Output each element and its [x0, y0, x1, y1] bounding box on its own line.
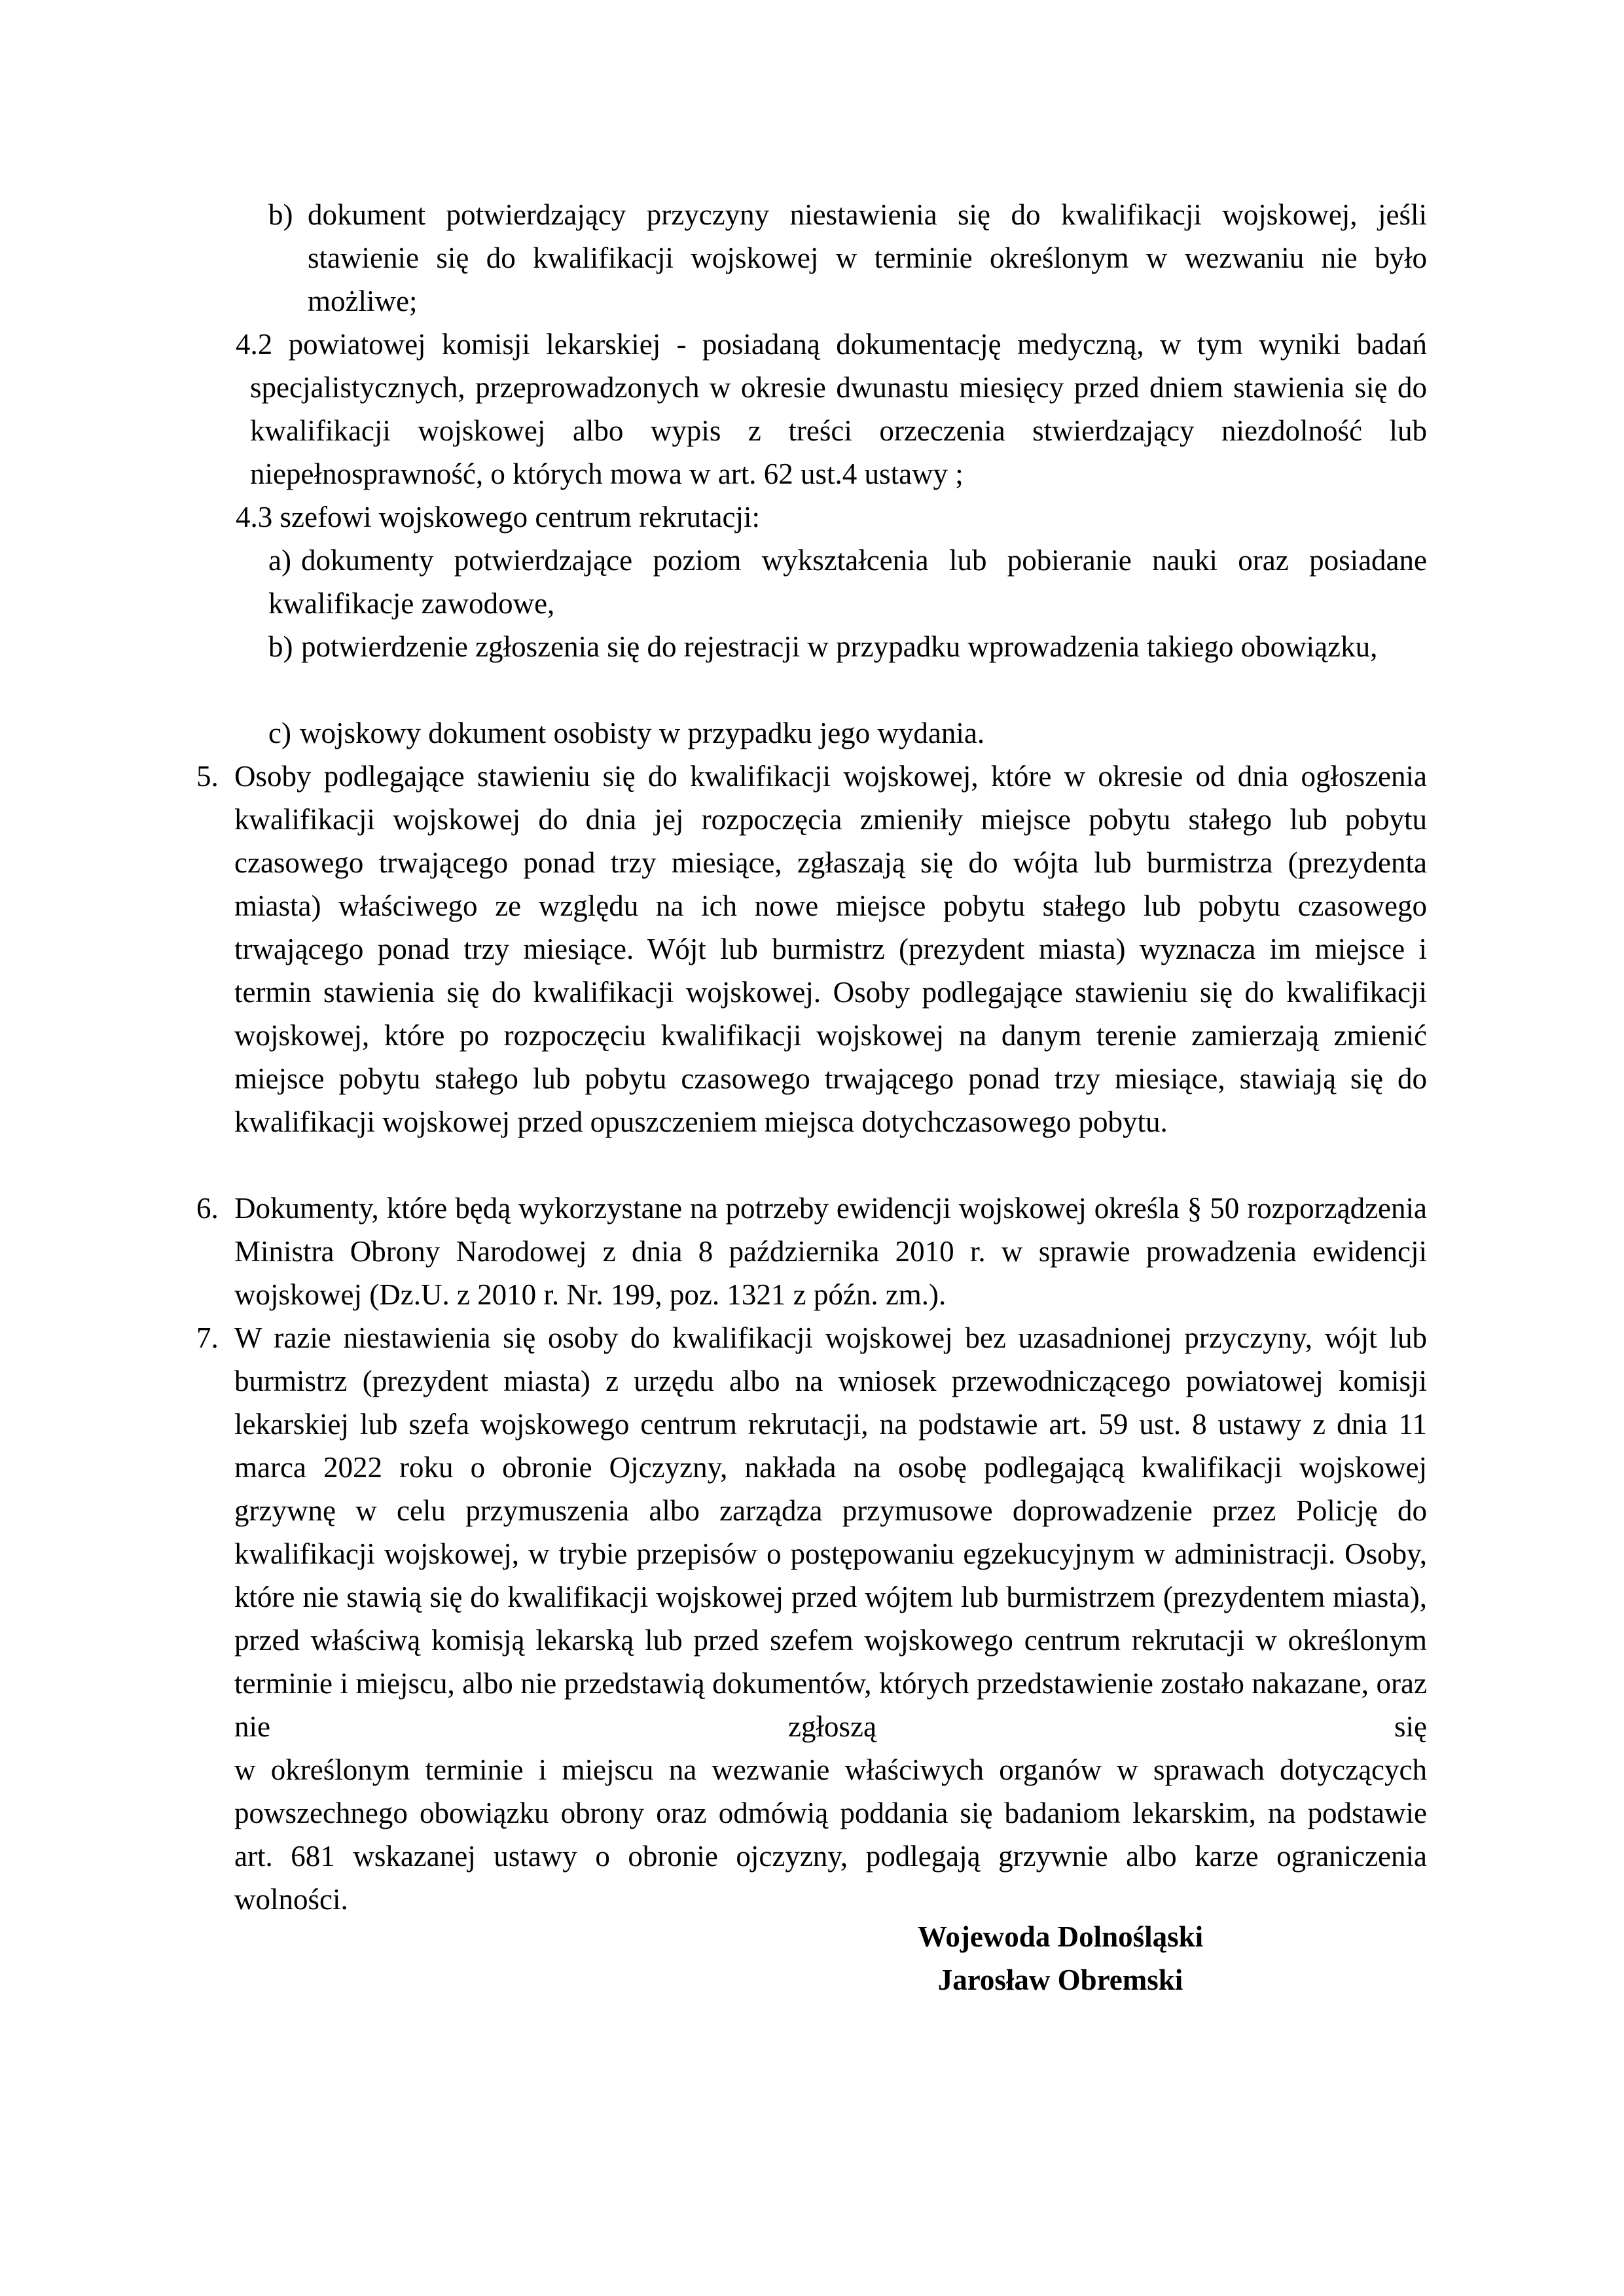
paragraph-7-text-continued: w określonym terminie i miejscu na wezwanie właściwych organów w sprawach dotyczących powszechnego obowiązku obrony oraz odmówią poddania się badaniom lekarskim, na podstawie art. 681 wskazanej ustawy o obronie ojczyzny, podlegają grzywnie albo karze ograniczenia wolności. — [234, 1753, 1427, 1916]
signature-name: Jarosław Obremski — [937, 1964, 1183, 1996]
paragraph-5-number: 5. — [196, 760, 219, 793]
paragraph-5 — [196, 755, 1427, 1143]
item-a-education — [268, 539, 1427, 625]
item-b-text: dokument potwierdzający przyczyny niestawienia się do kwalifikacji wojskowej, jeśli stawienie się do kwalifikacji wojskowej w terminie określonym w wezwaniu nie było możliwe; — [308, 198, 1427, 317]
paragraph-7-number: 7. — [196, 1321, 219, 1354]
item-4-2-commission — [236, 323, 1427, 495]
item-4-3-text: 4.3 szefowi wojskowego centrum rekrutacji: — [236, 501, 761, 533]
item-a-label: a) — [268, 544, 291, 577]
item-c-text: wojskowy dokument osobisty w przypadku jego wydania. — [300, 717, 985, 749]
item-b2-label: b) — [268, 630, 293, 663]
item-4-3-header — [236, 495, 1427, 539]
item-c-label: c) — [268, 717, 291, 749]
paragraph-7 — [196, 1316, 1427, 1921]
signature-block — [844, 1915, 1276, 2001]
item-a-text: dokumenty potwierdzające poziom wykształcenia lub pobieranie nauki oraz posiadane kwalifikacje zawodowe, — [268, 544, 1427, 620]
paragraph-6-text: Dokumenty, które będą wykorzystane na potrzeby ewidencji wojskowej określa § 50 rozporządzenia Ministra Obrony Narodowej z dnia 8 października 2010 r. w sprawie prowadzenia ewidencji wojskowej (Dz.U. z 2010 r. Nr. 199, poz. 1321 z późn. zm.). — [234, 1192, 1427, 1311]
item-b-documents — [268, 193, 1427, 323]
item-b-label: b) — [268, 198, 293, 231]
item-b2-text: potwierdzenie zgłoszenia się do rejestracji w przypadku wprowadzenia takiego obowiązku, — [301, 630, 1378, 663]
paragraph-6 — [196, 1187, 1427, 1316]
paragraph-7-text: W razie niestawienia się osoby do kwalifikacji wojskowej bez uzasadnionej przyczyny, wójt lub burmistrz (prezydent miasta) z urzędu albo na wniosek przewodniczącego powiatowej komisji lekarskiej lub szefa wojskowego centrum rekrutacji, na podstawie art. 59 ust. 8 ustawy z dnia 11 marca 2022 roku o obronie Ojczyzny, nakłada na osobę podlegającą kwalifikacji wojskowej grzywnę w celu przymuszenia albo zarządza przymusowe doprowadzenie przez Policję do kwalifikacji wojskowej, w trybie przepisów o postępowaniu egzekucyjnym w administracji. Osoby, które nie stawią się do kwalifikacji wojskowej przed wójtem lub burmistrzem (prezydentem miasta), przed właściwą komisją lekarską lub przed szefem wojskowego centrum rekrutacji w określonym terminie i miejscu, albo nie przedstawią dokumentów, których przedstawienie zostało nakazane, oraz nie zgłoszą się — [234, 1321, 1427, 1743]
item-b-registration — [268, 625, 1427, 668]
item-c-military-id — [268, 711, 1427, 755]
paragraph-5-text: Osoby podlegające stawieniu się do kwalifikacji wojskowej, które w okresie od dnia ogłoszenia kwalifikacji wojskowej do dnia jej rozpoczęcia zmieniły miejsce pobytu stałego lub pobytu czasowego trwającego ponad trzy miesiące, zgłaszają się do wójta lub burmistrza (prezydenta miasta) właściwego ze względu na ich nowe miejsce pobytu stałego lub pobytu czasowego trwającego ponad trzy miesiące. Wójt lub burmistrz (prezydent miasta) wyznacza im miejsce i termin stawienia się do kwalifikacji wojskowej. Osoby podlegające stawieniu się do kwalifikacji wojskowej, które po rozpoczęciu kwalifikacji wojskowej na danym terenie zamierzają zmienić miejsce pobytu stałego lub pobytu czasowego trwającego ponad trzy miesiące, stawiają się do kwalifikacji wojskowej przed opuszczeniem miejsca dotychczasowego pobytu. — [234, 760, 1427, 1138]
item-4-2-text: 4.2 powiatowej komisji lekarskiej - posiadaną dokumentację medyczną, w tym wyniki badań specjalistycznych, przeprowadzonych w okresie dwunastu miesięcy przed dniem stawienia się do kwalifikacji wojskowej albo wypis z treści orzeczenia stwierdzający niezdolność lub niepełnosprawność, o których mowa w art. 62 ust.4 ustawy ; — [236, 328, 1427, 490]
paragraph-6-number: 6. — [196, 1192, 219, 1225]
signature-title: Wojewoda Dolnośląski — [917, 1920, 1204, 1953]
